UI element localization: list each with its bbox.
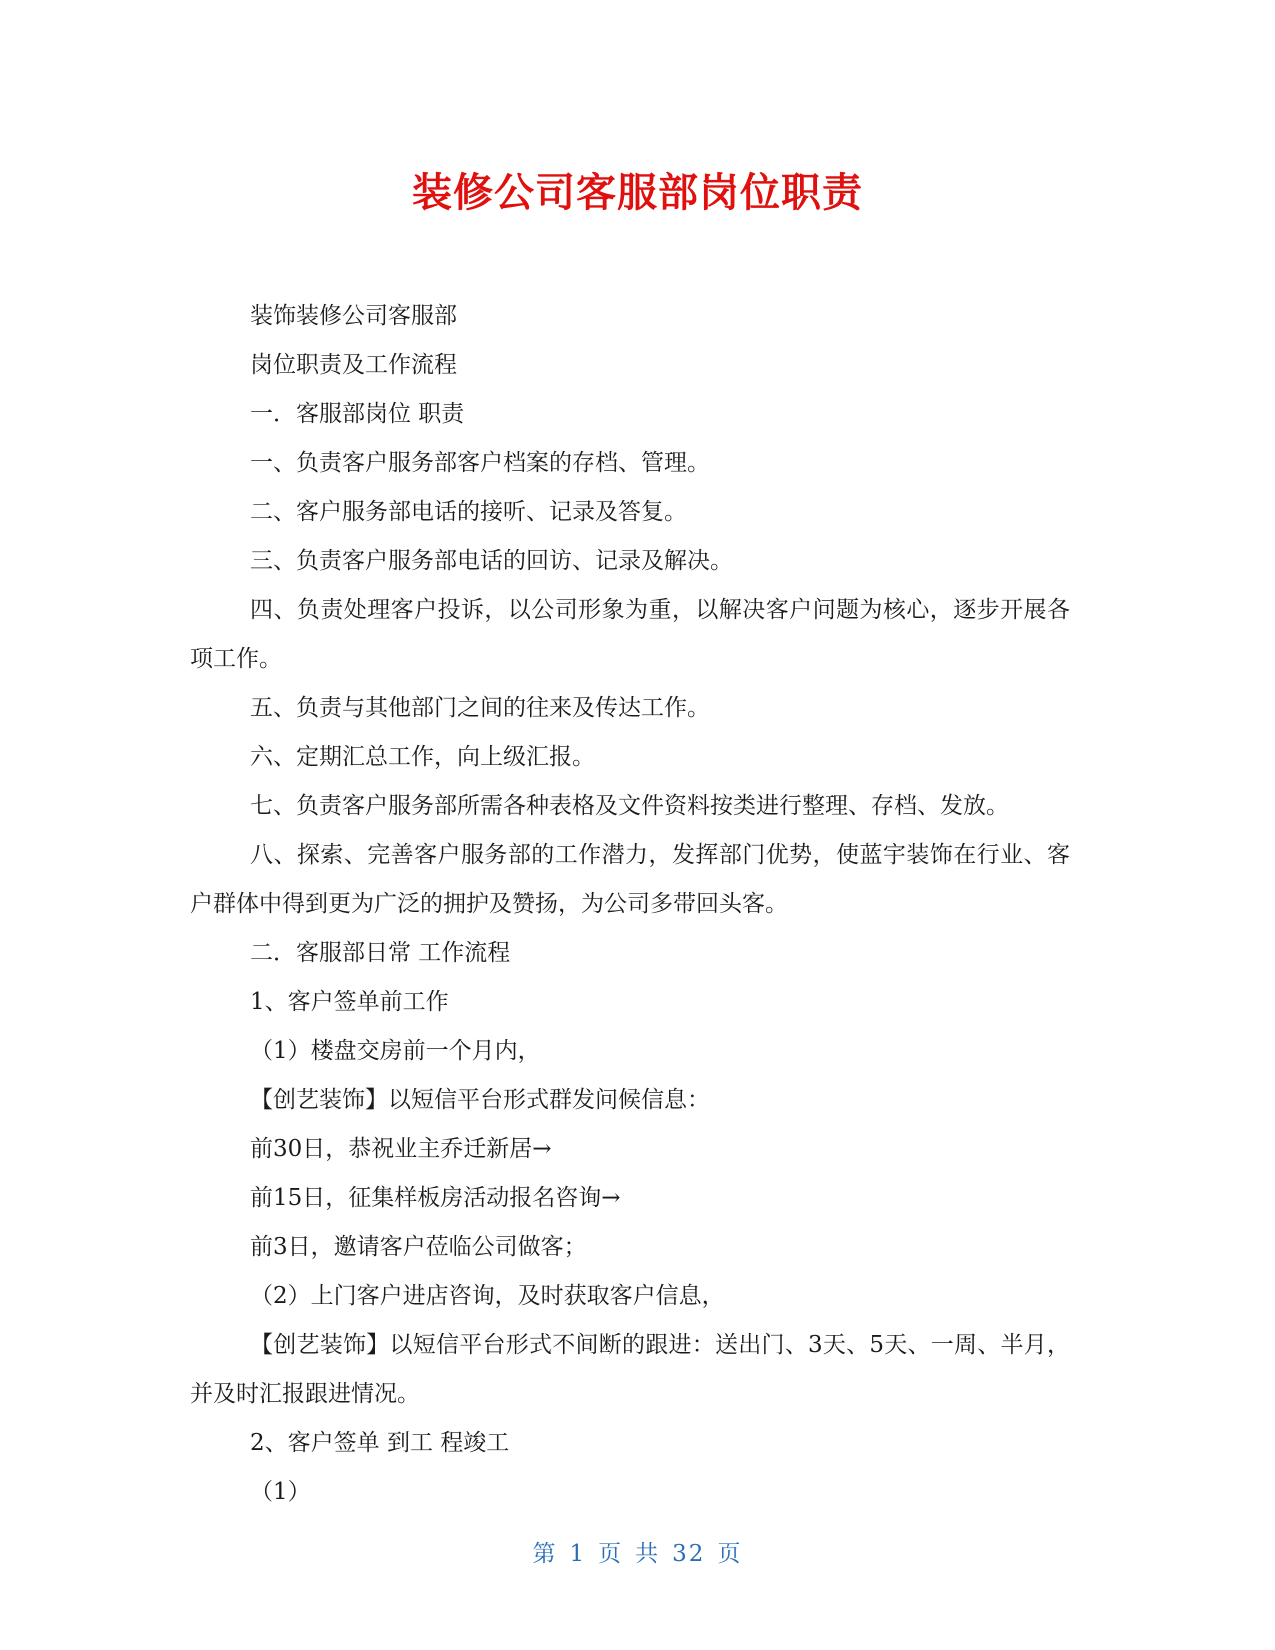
sub-heading: 1、客户签单前工作	[250, 989, 449, 1015]
list-item: 一、负责客户服务部客户档案的存档、管理。	[250, 450, 710, 476]
paragraph: 装饰装修公司客服部	[250, 303, 457, 329]
list-item: 五、负责与其他部门之间的往来及传达工作。	[250, 695, 710, 721]
page-title: 装修公司客服部岗位职责	[412, 170, 863, 216]
list-item: 八、探索、完善客户服务部的工作潜力，发挥部门优势，使蓝宇装饰在行业、客户群体中得到更为广泛的拥护及赞扬，为公司多带回头客。	[190, 842, 1070, 917]
paragraph: 前3日，邀请客户莅临公司做客；	[250, 1234, 587, 1260]
paragraph: 【创艺装饰】以短信平台形式不间断的跟进：送出门、3天、5天、一周、半月，并及时汇报跟进情况。	[190, 1332, 1070, 1407]
paragraph: 前15日，征集样板房活动报名咨询→	[250, 1185, 621, 1211]
paragraph: （1）	[250, 1479, 311, 1505]
paragraph: 岗位职责及工作流程	[250, 352, 457, 378]
footer-label-page-unit: 页	[598, 1541, 624, 1567]
section-heading: 二．客服部日常 工作流程	[250, 940, 511, 966]
paragraph: 【创艺装饰】以短信平台形式群发问候信息：	[250, 1087, 710, 1113]
list-item: 六、定期汇总工作，向上级汇报。	[250, 744, 595, 770]
section-heading: 一．客服部岗位 职责	[250, 401, 465, 427]
footer-label-page: 第	[532, 1541, 558, 1567]
paragraph: （1）楼盘交房前一个月内，	[250, 1038, 541, 1064]
list-item: 七、负责客户服务部所需各种表格及文件资料按类进行整理、存档、发放。	[250, 793, 1009, 819]
footer-total-pages: 32	[672, 1541, 706, 1567]
paragraph: 前30日，恭祝业主乔迁新居→	[250, 1136, 552, 1162]
paragraph: （2）上门客户进店咨询，及时获取客户信息，	[250, 1283, 725, 1309]
page-footer	[0, 1535, 1275, 1568]
footer-label-total-unit: 页	[717, 1541, 743, 1567]
list-item: 二、客户服务部电话的接听、记录及答复。	[250, 499, 687, 525]
footer-label-total: 共	[635, 1541, 661, 1567]
document-body	[190, 292, 1070, 1517]
list-item: 三、负责客户服务部电话的回访、记录及解决。	[250, 548, 733, 574]
sub-heading: 2、客户签单 到工 程竣工	[250, 1430, 510, 1456]
footer-current-page: 1	[569, 1541, 587, 1567]
list-item: 四、负责处理客户投诉，以公司形象为重，以解决客户问题为核心，逐步开展各项工作。	[190, 597, 1070, 672]
